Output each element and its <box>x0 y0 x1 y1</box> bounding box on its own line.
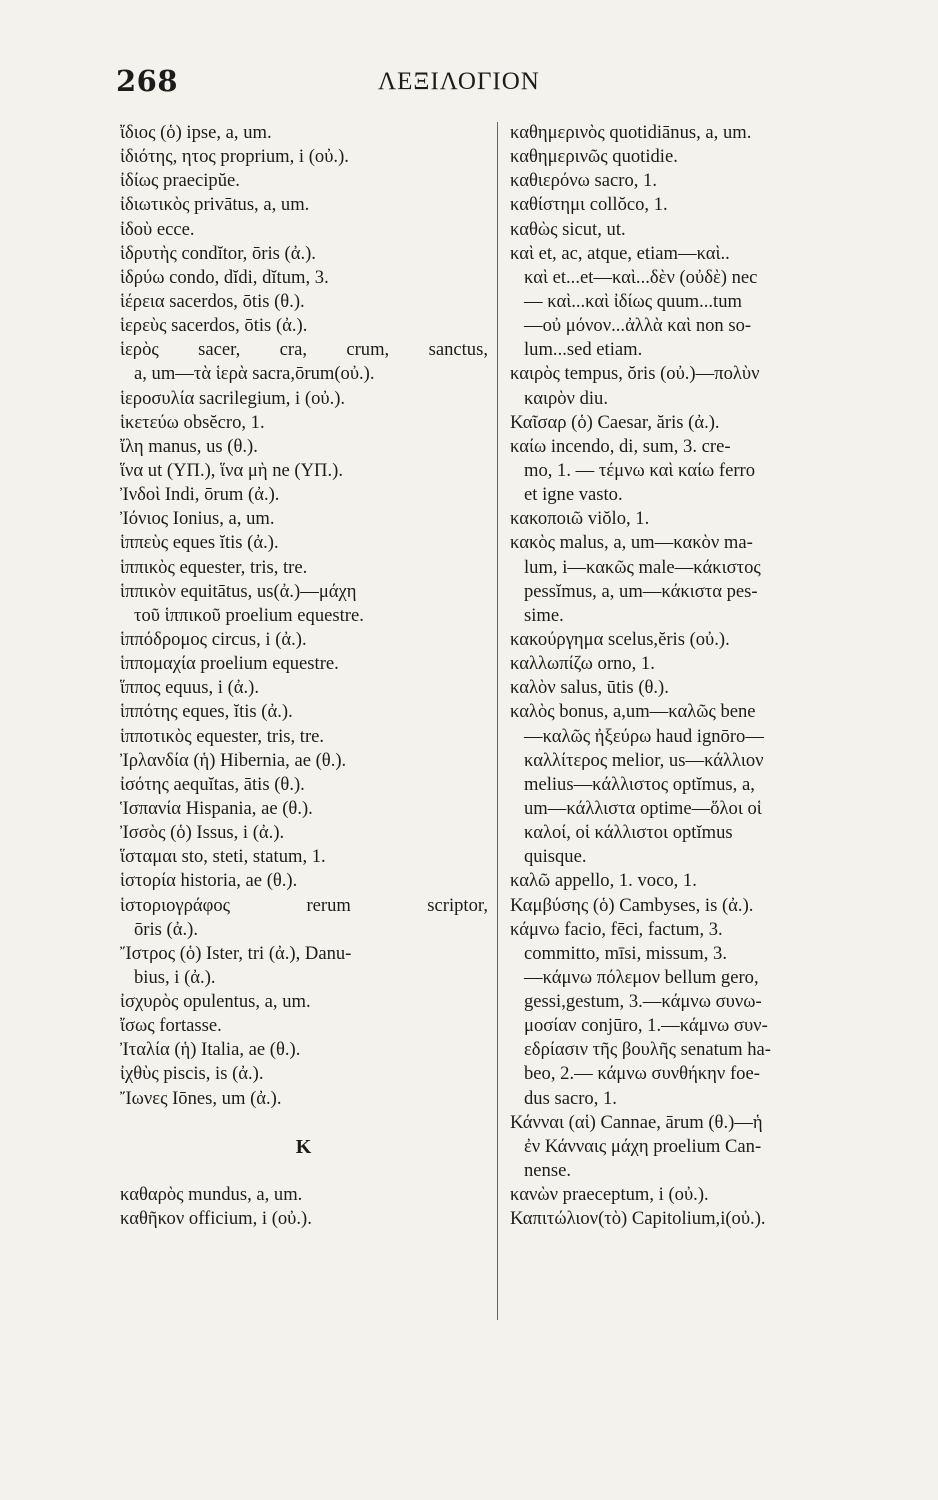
entry-line: um—κάλλιστα optime—ὅλοι οἱ <box>524 797 762 819</box>
entry-line: melius—κάλλιστος optĭmus, a, <box>524 773 755 795</box>
entry-line: Ἴωνες Iōnes, um (ἀ.). <box>120 1087 282 1109</box>
entry-line: ἰσχυρὸς opulentus, a, um. <box>120 991 311 1013</box>
entry-line: Ἱσπανία Hispania, ae (θ.). <box>120 797 313 819</box>
entry-line: Ἰόνιος Ionius, a, um. <box>120 508 275 530</box>
entry-line: ἰδοὺ ecce. <box>120 218 195 240</box>
entry-line: ἱππομαχία proelium equestre. <box>120 653 339 675</box>
entry-line: καὶ et, ac, atque, etiam—καὶ.. <box>510 242 730 264</box>
entry-line: ἱππεὺς eques ĭtis (ἀ.). <box>120 532 279 554</box>
entry-line: ἱστοριογράφος rerum scriptor, <box>120 894 488 916</box>
entry-line: Ἰσσὸς (ὁ) Issus, i (ἀ.). <box>120 822 285 844</box>
entry-line: καίω incendo, di, sum, 3. cre- <box>510 435 731 457</box>
entry-line: ἱππικὸς equester, tris, tre. <box>120 556 308 578</box>
entry-line: ἱππικὸν equitātus, us(ἀ.)—μάχη <box>120 580 357 602</box>
entry-line: — καὶ...καὶ ἰδίως quum...tum <box>524 290 742 312</box>
entry-line: Ἰταλία (ἡ) Italia, ae (θ.). <box>120 1039 301 1061</box>
entry-line: ἵνα ut (ΥΠ.), ἵνα μὴ ne (ΥΠ.). <box>120 459 343 481</box>
entry-line: τοῦ ἱππικοῦ proelium equestre. <box>134 604 364 626</box>
entry-line: καλλίτερος melior, us—κάλλιον <box>524 749 764 771</box>
entry-line: ἴσως fortasse. <box>120 1015 222 1037</box>
entry-line: καθῆκον officium, i (οὐ.). <box>120 1208 312 1230</box>
entry-line: Ἴστρος (ὁ) Ister, tri (ἀ.), Danu- <box>120 942 352 964</box>
entry-line: καλῶ appello, 1. voco, 1. <box>510 870 697 892</box>
entry-line: ἰσότης aequĭtas, ātis (θ.). <box>120 773 305 795</box>
page-number: 268 <box>116 64 179 98</box>
entry-line: Κάνναι (αἱ) Cannae, ārum (θ.)—ἡ <box>510 1111 763 1133</box>
entry-line: κανὼν praeceptum, i (οὐ.). <box>510 1184 709 1206</box>
column-divider <box>497 122 498 1320</box>
entry-line: ἱερεὺς sacerdos, ōtis (ἀ.). <box>120 315 308 337</box>
entry-line: καλὸς bonus, a,um—καλῶς bene <box>510 701 756 723</box>
entry-line: ἱππόδρομος circus, i (ἀ.). <box>120 628 307 650</box>
entry-line: sime. <box>524 604 564 626</box>
entry-line: καλοί, οἱ κάλλιστοι optĭmus <box>524 822 733 844</box>
entry-line: quisque. <box>524 846 587 868</box>
entry-line: εδρίασιν τῆς βουλῆς senatum ha- <box>524 1039 771 1061</box>
entry-line: ἰχθὺς piscis, is (ἀ.). <box>120 1063 264 1085</box>
entry-line: bius, i (ἀ.). <box>134 966 216 988</box>
entry-line: Ἰρλανδία (ἡ) Hibernia, ae (θ.). <box>120 749 347 771</box>
left-column <box>120 121 488 1231</box>
entry-line: ἱπποτικὸς equester, tris, tre. <box>120 725 325 747</box>
entry-line: —οὐ μόνον...ἀλλὰ καὶ non so- <box>524 315 752 337</box>
entry-line: ἱδρύω condo, dĭdi, dĭtum, 3. <box>120 266 329 288</box>
entry-line: a, um—τὰ ἱερὰ sacra,ōrum(οὐ.). <box>134 363 375 385</box>
entry-line: ἱκετεύω obsĕcro, 1. <box>120 411 265 433</box>
entry-line: ἱππότης eques, ĭtis (ἀ.). <box>120 701 293 723</box>
right-column <box>510 121 862 1231</box>
entry-line: Καῖσαρ (ὁ) Caesar, ăris (ἀ.). <box>510 411 720 433</box>
entry-line: —καλῶς ἠξεύρω haud ignōro— <box>524 725 764 747</box>
page-title: ΛΕΞΙΛΟΓΙΟΝ <box>378 68 540 95</box>
entry-line: Ἰνδοὶ Indi, ōrum (ἀ.). <box>120 484 280 506</box>
entry-line: ōris (ἀ.). <box>134 918 198 940</box>
entry-line: κακούργημα scelus,ĕris (οὐ.). <box>510 628 730 650</box>
entry-line: ἰδίως praecipŭe. <box>120 170 240 192</box>
entry-line: lum, i—κακῶς male—κάκιστος <box>524 556 761 578</box>
entry-line: gessi,gestum, 3.—κάμνω συνω- <box>524 991 762 1013</box>
entry-line: ἱέρεια sacerdos, ōtis (θ.). <box>120 290 305 312</box>
entry-line: Καμβύσης (ὁ) Cambyses, is (ἀ.). <box>510 894 754 916</box>
blank-line <box>120 1111 488 1135</box>
entry-line: καιρὸς tempus, ŏris (οὐ.)—πολὺν <box>510 363 760 385</box>
entry-line: καὶ et...et—καὶ...δὲν (οὐδὲ) nec <box>524 266 758 288</box>
entry-line: Καπιτώλιον(τὸ) Capitolium,i(οὐ.). <box>510 1208 766 1230</box>
entry-line: ἱεροσυλία sacrilegium, i (οὐ.). <box>120 387 346 409</box>
section-letter: K <box>295 1135 313 1158</box>
blank-line <box>120 1159 488 1183</box>
entry-line: dus sacro, 1. <box>524 1087 617 1109</box>
entry-line: ἰδιωτικὸς privātus, a, um. <box>120 194 310 216</box>
entry-line: καλὸν salus, ūtis (θ.). <box>510 677 669 699</box>
entry-line: ἱερὸς sacer, cra, crum, sanctus, <box>120 339 488 361</box>
entry-line: καθαρὸς mundus, a, um. <box>120 1184 303 1206</box>
entry-line: ἐν Κάνναις μάχη proelium Can- <box>524 1135 762 1157</box>
entry-line: lum...sed etiam. <box>524 339 643 361</box>
entry-line: καλλωπίζω orno, 1. <box>510 653 655 675</box>
entry-line: κακὸς malus, a, um—κακὸν ma- <box>510 532 753 554</box>
entry-line: pessĭmus, a, um—κάκιστα pes- <box>524 580 758 602</box>
entry-line: ἵσταμαι sto, steti, statum, 1. <box>120 846 326 868</box>
entry-line: κάμνω facio, fēci, factum, 3. <box>510 918 723 940</box>
entry-line: mo, 1. — τέμνω καὶ καίω ferro <box>524 459 755 481</box>
entry-line: nense. <box>524 1160 571 1182</box>
entry-line: —κάμνω πόλεμον bellum gero, <box>524 966 759 988</box>
entry-line: ἴδιος (ὁ) ipse, a, um. <box>120 122 272 143</box>
entry-line: ἰδιότης, ητος proprium, i (οὐ.). <box>120 146 349 168</box>
entry-line: beo, 2.— κάμνω συνθήκην foe- <box>524 1063 760 1085</box>
entry-line: καθὼς sicut, ut. <box>510 218 626 240</box>
entry-line: ἱστορία historia, ae (θ.). <box>120 870 298 892</box>
entry-line: committo, mīsi, missum, 3. <box>524 942 727 964</box>
entry-line: ἱδρυτὴς condĭtor, ōris (ἀ.). <box>120 242 316 264</box>
entry-line: κακοποιῶ viŏlo, 1. <box>510 508 650 530</box>
entry-line: καθημερινὸς quotidiānus, a, um. <box>510 122 752 143</box>
entry-line: ἴλη manus, us (θ.). <box>120 435 258 457</box>
entry-line: ἵππος equus, i (ἀ.). <box>120 677 259 699</box>
entry-line: μοσίαν conjūro, 1.—κάμνω συν- <box>524 1015 768 1037</box>
entry-line: et igne vasto. <box>524 484 623 506</box>
entry-line: καιρὸν diu. <box>524 387 608 409</box>
entry-line: καθιερόνω sacro, 1. <box>510 170 658 192</box>
entry-line: καθημερινῶς quotidie. <box>510 146 678 168</box>
entry-line: καθίστημι collŏco, 1. <box>510 194 668 216</box>
